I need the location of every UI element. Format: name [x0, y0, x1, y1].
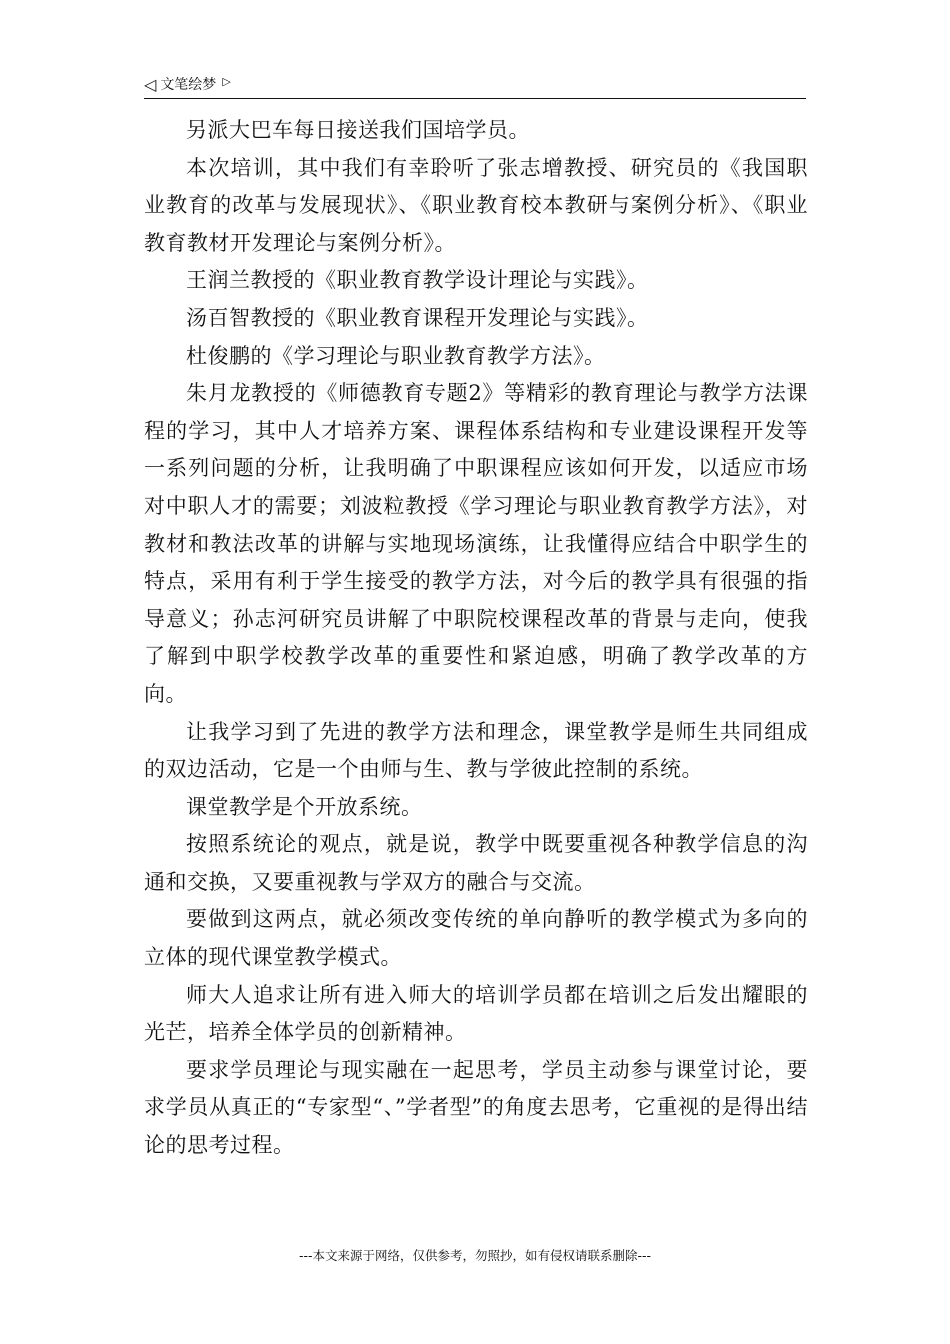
paragraph: 杜俊鹏的《学习理论与职业教育教学方法》。 [186, 343, 606, 368]
paragraph: 另派大巴车每日接送我们国培学员。 [186, 118, 530, 142]
paragraph: 让我学习到了先进的教学方法和理念，课堂教学是师生共同组成的双边活动，它是一个由师与生、教与学彼此控制的系统。 [144, 719, 808, 782]
footer-notice: ---本文来源于网络，仅供参考，勿照抄，如有侵权请联系删除--- [298, 1248, 652, 1263]
header-brand [144, 74, 231, 94]
paragraph: 要求学员理论与现实融在一起思考，学员主动参与课堂讨论，要求学员从真正的“专家型“、”学者型”的角度去思考，它重视的是得出结论的思考过程。 [144, 1057, 808, 1158]
page-header [144, 74, 806, 99]
paragraph: 本次培训，其中我们有幸聆听了张志增教授、研究员的《我国职业教育的改革与发展现状》、《职业教育校本教研与案例分析》、《职业教育教材开发理论与案例分析》。 [144, 155, 808, 255]
paragraph: 王润兰教授的《职业教育教学设计理论与实践》。 [186, 268, 649, 293]
paragraph: 汤百智教授的《职业教育课程开发理论与实践》。 [186, 305, 649, 330]
triangle-right-icon: ▷ [222, 74, 231, 88]
paragraph: 要做到这两点，就必须改变传统的单向静听的教学模式为多向的立体的现代课堂教学模式。 [144, 907, 808, 970]
paragraph: 朱月龙教授的《师德教育专题2》等精彩的教育理论与教学方法课程的学习，其中人才培养方案、课程体系结构和专业建设课程开发等一系列问题的分析，让我明确了中职课程应该如何开发，以适应市场对中职人才的需要；刘波粒教授《学习理论与职业教育教学方法》，对教材和教法改革的讲解与实地现场演练，让我懂得应结合中职学生的特点，采用有利于学生接受的教学方法，对今后的教学具有很强的指导意义；孙志河研究员讲解了中职院校课程改革的背景与走向，使我了解到中职学校教学改革的重要性和紧迫感，明确了教学改革的方向。 [144, 381, 808, 706]
paragraph: 师大人追求让所有进入师大的培训学员都在培训之后发出耀眼的光芒，培养全体学员的创新精神。 [144, 982, 808, 1045]
document-body [144, 112, 808, 1165]
paragraph: 按照系统论的观点，就是说，教学中既要重视各种教学信息的沟通和交换，又要重视教与学双方的融合与交流。 [144, 832, 808, 894]
brand-text: 文笔绘梦 [160, 77, 217, 93]
triangle-left-icon: ◁ [144, 74, 157, 94]
paragraph: 课堂教学是个开放系统。 [186, 794, 423, 819]
